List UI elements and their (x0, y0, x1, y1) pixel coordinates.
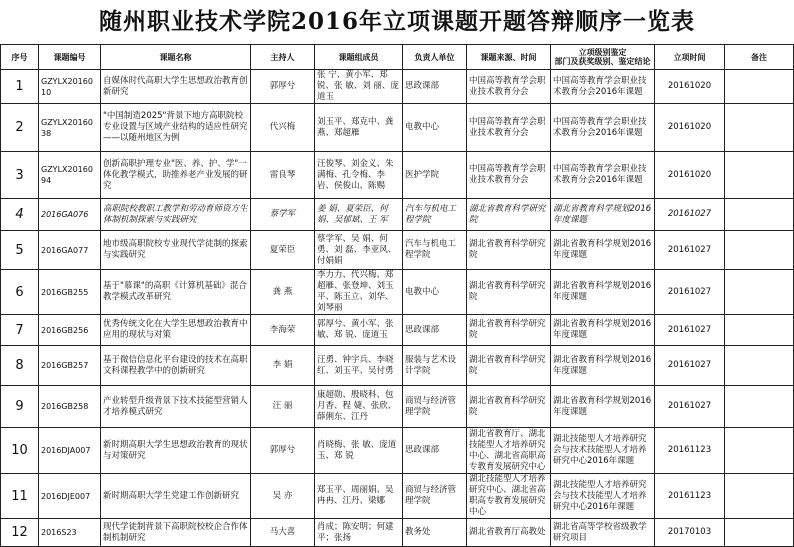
header-host: 主持人 (251, 45, 315, 70)
row-host: 龚 燕 (251, 270, 315, 315)
row-members: 姜 娟、夏荣臣、何 娟、吴郁斌、王 军 (315, 199, 403, 231)
row-code: 2016GA076 (39, 199, 101, 231)
row-unit: 服装与艺术设计学院 (403, 346, 467, 386)
row-code: 2016DJE007 (39, 474, 101, 519)
row-source: 湖北省教育厅高教处 (467, 519, 551, 547)
row-date: 20161027 (655, 270, 725, 315)
table-row (1, 315, 794, 346)
row-level: 湖北省教育科学规划2016年度课题 (551, 231, 655, 270)
row-members: 郭厚兮、黄小军、张 敏、郑 锐、庞道玉 (315, 315, 403, 346)
row-source: 湖北省教育科学研究院 (467, 346, 551, 386)
row-seq: 9 (1, 386, 39, 428)
row-name: 优秀传统文化在大学生思想政治教育中应用的现状与对策 (101, 315, 251, 346)
table-row (1, 199, 794, 231)
row-unit: 商贸与经济管理学院 (403, 474, 467, 519)
row-members: 汪勇、钟宇兵、李晓红、刘玉平、吴付勇 (315, 346, 403, 386)
row-note (725, 231, 794, 270)
row-note (725, 386, 794, 428)
row-members: 张 宁、黄小军、郑 锐、张 敏、刘 丽、庞道玉 (315, 70, 403, 104)
row-code: 2016GB255 (39, 270, 101, 315)
row-code: GZYLX2016038 (39, 104, 101, 152)
table-row (1, 474, 794, 519)
row-host: 雷良琴 (251, 152, 315, 199)
row-date: 20161027 (655, 386, 725, 428)
row-seq: 12 (1, 519, 39, 547)
row-members: 肖成；陈安明；何建平；张扬 (315, 519, 403, 547)
row-date: 20161027 (655, 231, 725, 270)
row-date: 20161020 (655, 152, 725, 199)
table-row (1, 231, 794, 270)
row-date: 20161123 (655, 474, 725, 519)
table-row (1, 428, 794, 474)
row-name: "中国制造2025"背景下地方高职院校专业设置与区域产业结构的适应性研究——以随州地区为例 (101, 104, 251, 152)
row-name: 创新高职护理专业"医、养、护、学"一体化教学模式，助推养老产业发展的研究 (101, 152, 251, 199)
row-level: 中国高等教育学会职业技术教育分会2016年课题 (551, 70, 655, 104)
row-seq: 11 (1, 474, 39, 519)
row-source: 湖北省教育科学研究院 (467, 315, 551, 346)
row-level: 湖北省教育科学规划2016年度课题 (551, 315, 655, 346)
row-date: 20161020 (655, 70, 725, 104)
row-level: 中国高等教育学会职业技术教育分会2016年课题 (551, 152, 655, 199)
row-level: 湖北省教育科学规划2016年度课题 (551, 346, 655, 386)
row-source: 中国高等教育学会职业技术教育分会 (467, 104, 551, 152)
row-name: 新时期高职大学生思想政治教育的现状与对策研究 (101, 428, 251, 474)
header-row (1, 45, 794, 70)
row-source: 湖北省教育厅、湖北技能型人才培养研究中心、湖北省高职高专教育发展研究中心 (467, 428, 551, 474)
row-members: 蔡学军、吴 娟、何 勇、刘 磊、李亚风、付娟娟 (315, 231, 403, 270)
row-host: 夏荣臣 (251, 231, 315, 270)
header-members: 课题组成员 (315, 45, 403, 70)
row-unit: 思政课部 (403, 70, 467, 104)
row-note (725, 270, 794, 315)
table-row (1, 386, 794, 428)
row-note (725, 474, 794, 519)
row-host: 李 娟 (251, 346, 315, 386)
row-unit: 电教中心 (403, 270, 467, 315)
row-host: 李海荣 (251, 315, 315, 346)
row-source: 湖北技能型人才培养研究中心、湖北省高职高专教育发展研究中心 (467, 474, 551, 519)
row-name: 自媒体时代高职大学生思想政治教育创新研究 (101, 70, 251, 104)
row-members: 刘玉平、郑克中、龚燕、郑超雁 (315, 104, 403, 152)
row-unit: 汽车与机电工程学院 (403, 231, 467, 270)
row-code: 2016GB256 (39, 315, 101, 346)
row-date: 20161020 (655, 104, 725, 152)
row-seq: 4 (1, 199, 39, 231)
row-level: 湖北技能型人才培养研究会与技术技能型人才培养研究中心2016年课题 (551, 428, 655, 474)
row-date: 20170103 (655, 519, 725, 547)
row-unit: 商贸与经济管理学院 (403, 386, 467, 428)
row-note (725, 70, 794, 104)
table-row (1, 519, 794, 547)
row-members: 郑玉平、周丽娟、吴冉冉、江丹、梁娜 (315, 474, 403, 519)
table-row (1, 270, 794, 315)
row-seq: 2 (1, 104, 39, 152)
project-table (0, 44, 794, 547)
row-date: 20161027 (655, 346, 725, 386)
row-code: GZYLX2016094 (39, 152, 101, 199)
row-level: 湖北省教育科学规划2016年度课题 (551, 270, 655, 315)
row-seq: 8 (1, 346, 39, 386)
header-name: 课题名称 (101, 45, 251, 70)
row-members: 李力力、代兴梅、郑超雁、张登坤、刘玉平、陈玉立、刘华、刘琴丽 (315, 270, 403, 315)
row-unit: 电教中心 (403, 104, 467, 152)
header-level: 立项级别鉴定 部门及获奖级别、鉴定结论 (551, 45, 655, 70)
header-note: 备注 (725, 45, 794, 70)
row-seq: 7 (1, 315, 39, 346)
row-seq: 5 (1, 231, 39, 270)
row-date: 20161027 (655, 315, 725, 346)
row-level: 湖北省教育科学规划2016年度课题 (551, 386, 655, 428)
row-source: 湖北省教育科学研究院 (467, 199, 551, 231)
row-level: 湖北省高等学校省级教学研究项目 (551, 519, 655, 547)
row-members: 汪俊琴、刘金义、朱满梅、孔令梅、李岩、侯俊山、陈赐 (315, 152, 403, 199)
row-seq: 3 (1, 152, 39, 199)
row-seq: 6 (1, 270, 39, 315)
row-unit: 医护学院 (403, 152, 467, 199)
row-host: 郭厚兮 (251, 428, 315, 474)
row-host: 蔡学军 (251, 199, 315, 231)
row-note (725, 104, 794, 152)
row-host: 郭厚兮 (251, 70, 315, 104)
row-name: 新时期高职大学生党建工作创新研究 (101, 474, 251, 519)
row-host: 吴 亦 (251, 474, 315, 519)
row-level: 湖北技能型人才培养研究会与技术技能型人才培养研究中心2016年课题 (551, 474, 655, 519)
row-code: 2016S23 (39, 519, 101, 547)
row-code: 2016GA077 (39, 231, 101, 270)
header-code: 课题编号 (39, 45, 101, 70)
table-row (1, 104, 794, 152)
row-note (725, 315, 794, 346)
table-row (1, 152, 794, 199)
row-unit: 思政课部 (403, 428, 467, 474)
header-date: 立项时间 (655, 45, 725, 70)
row-host: 汪 丽 (251, 386, 315, 428)
table-row (1, 346, 794, 386)
row-name: 产业转型升级背景下技术技能型营销人才培养模式研究 (101, 386, 251, 428)
row-source: 湖北省教育科学研究院 (467, 270, 551, 315)
row-source: 湖北省教育科学研究院 (467, 231, 551, 270)
row-name: 基于"慕课"的高职《计算机基础》混合教学模式改革研究 (101, 270, 251, 315)
row-note (725, 428, 794, 474)
row-code: 2016GB258 (39, 386, 101, 428)
row-host: 代兴梅 (251, 104, 315, 152)
row-members: 肖晓梅、张 敏、庞道玉、郑 锐 (315, 428, 403, 474)
row-date: 20161027 (655, 199, 725, 231)
row-name: 高职院校教职工教学和劳动育师资方生体制机制探索与实践研究 (101, 199, 251, 231)
header-unit: 负责人单位 (403, 45, 467, 70)
row-name: 基于微信信息化平台建设的技术在高职文科课程教学中的创新研究 (101, 346, 251, 386)
row-unit: 思政课部 (403, 315, 467, 346)
table-row (1, 70, 794, 104)
header-source: 课题来源、时间 (467, 45, 551, 70)
row-level: 中国高等教育学会职业技术教育分会2016年课题 (551, 104, 655, 152)
row-code: 2016GB257 (39, 346, 101, 386)
row-seq: 10 (1, 428, 39, 474)
row-note (725, 519, 794, 547)
row-code: GZYLX2016010 (39, 70, 101, 104)
row-source: 湖北省教育科学研究院 (467, 386, 551, 428)
row-code: 2016DJA007 (39, 428, 101, 474)
row-seq: 1 (1, 70, 39, 104)
row-members: 康超勋、殷晓科、包月香、程 婕、张欣、薛俐东、江丹 (315, 386, 403, 428)
row-unit: 汽车与机电工程学院 (403, 199, 467, 231)
header-seq: 序号 (1, 45, 39, 70)
row-note (725, 152, 794, 199)
row-note (725, 199, 794, 231)
row-level: 湖北省教育科学规划2016年度课题 (551, 199, 655, 231)
row-name: 现代学徒制背景下高职院校校企合作体制机制研究 (101, 519, 251, 547)
row-source: 中国高等教育学会职业技术教育分会 (467, 152, 551, 199)
row-note (725, 346, 794, 386)
row-unit: 教务处 (403, 519, 467, 547)
page-title: 随州职业技术学院2016年立项课题开题答辩顺序一览表 (98, 8, 695, 35)
row-name: 地市级高职院校专业现代学徒制的探索与实践研究 (101, 231, 251, 270)
row-date: 20161123 (655, 428, 725, 474)
row-host: 马大喜 (251, 519, 315, 547)
row-source: 中国高等教育学会职业技术教育分会 (467, 70, 551, 104)
